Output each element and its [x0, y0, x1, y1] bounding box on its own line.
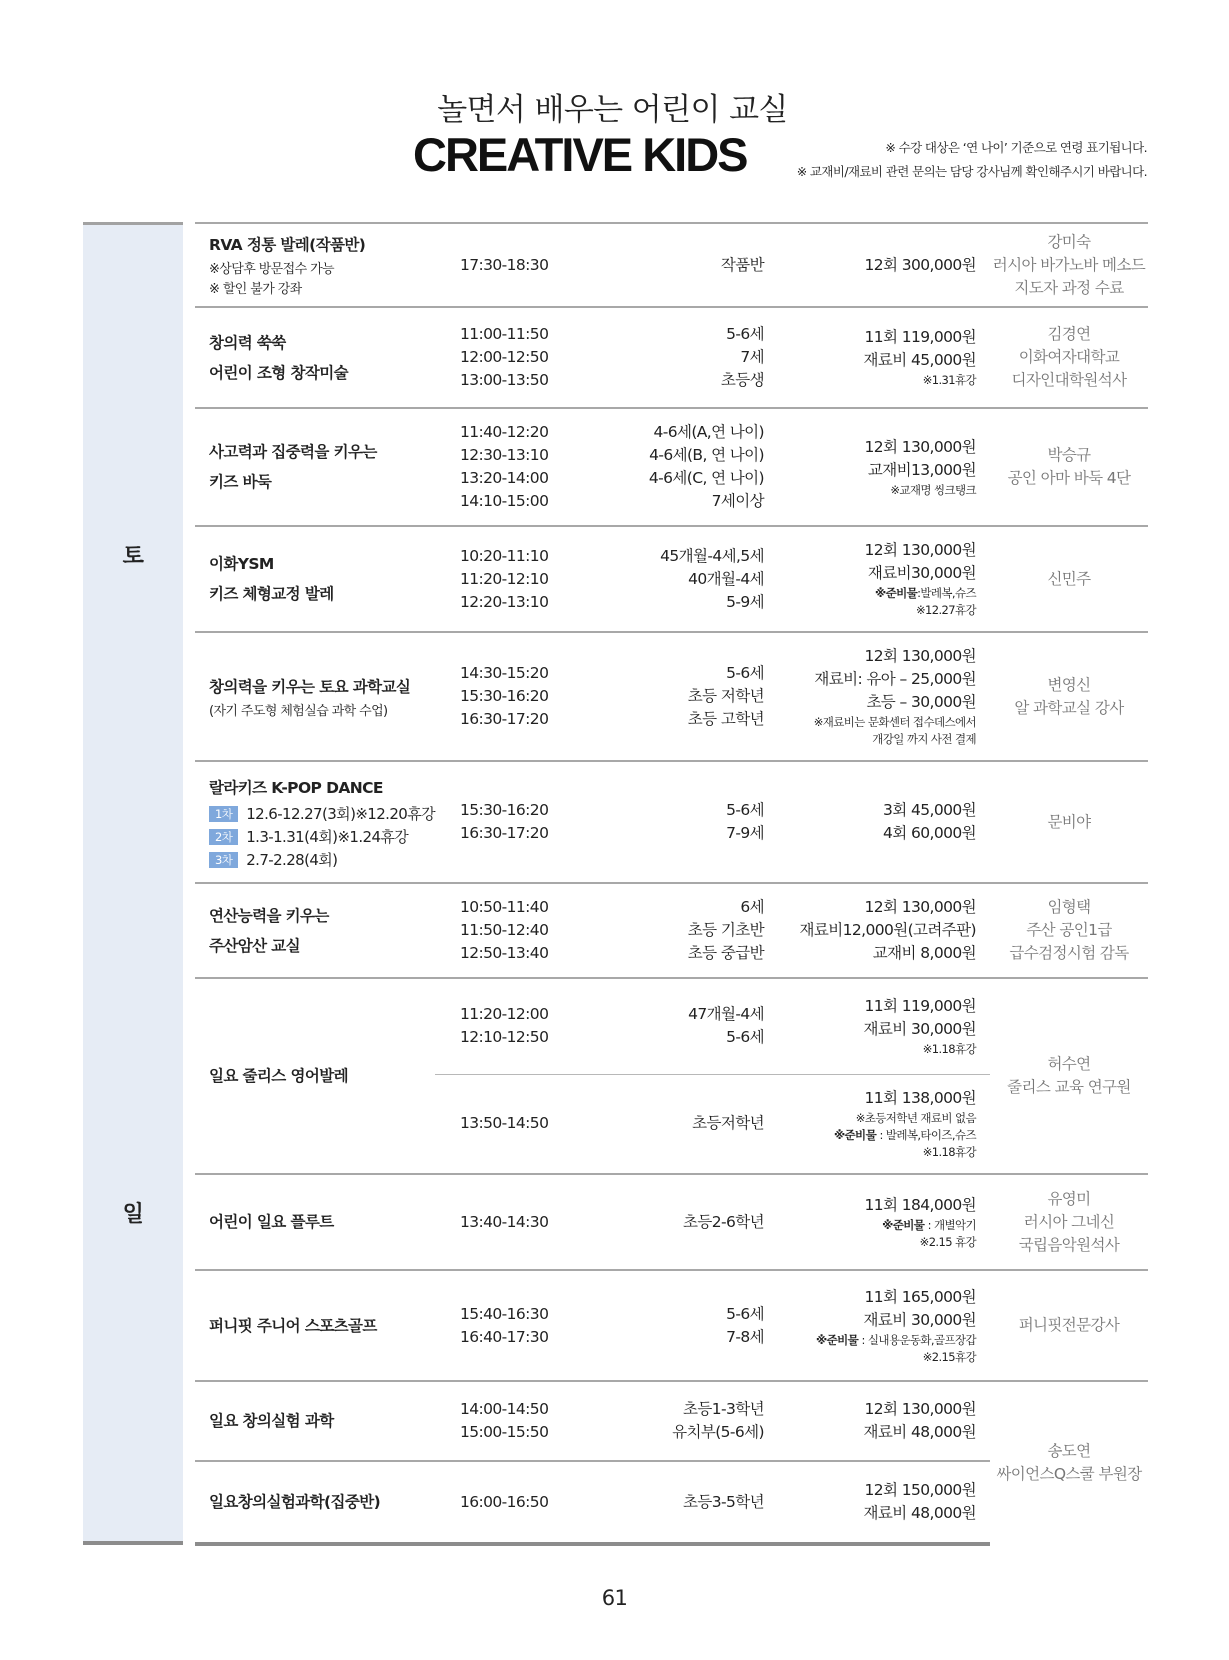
- instructor: [990, 1174, 1148, 1270]
- age-group: 4-6세(C, 연 나이): [648, 469, 764, 487]
- class-ages: [600, 1270, 770, 1381]
- class-times: [435, 978, 600, 1074]
- course-row: [195, 1381, 1148, 1461]
- age-group: 5-6세: [726, 1028, 764, 1047]
- time-slot: 11:40-12:20: [460, 423, 549, 441]
- course-row: [195, 978, 1148, 1074]
- course-name: [195, 883, 435, 978]
- price-note: ※1.18휴강: [922, 1041, 976, 1056]
- price-line: 12회 130,000원: [864, 898, 976, 916]
- instructor: [990, 883, 1148, 978]
- price-line: 교재비13,000원: [867, 460, 976, 479]
- instructor-name: 변영신: [1047, 675, 1091, 694]
- instructor: [990, 1381, 1148, 1544]
- price-note: ※1.31휴강: [922, 373, 976, 387]
- time-slot: 14:30-15:20: [460, 664, 549, 682]
- time-slot: 15:30-16:20: [460, 801, 549, 819]
- class-ages: [600, 307, 770, 408]
- time-slot: 13:40-14:30: [460, 1212, 549, 1231]
- age-group: 5-6세: [726, 664, 764, 682]
- schedule-table: [195, 222, 1148, 1546]
- price-line: 4회 60,000원: [883, 824, 976, 842]
- page-number: 61: [601, 1586, 628, 1610]
- instructor-bio: 디자인대학원석사: [1011, 371, 1127, 389]
- session-badge: 3차: [209, 852, 238, 868]
- age-group: 7-8세: [726, 1327, 764, 1346]
- course-title: RVA 정통 발레(작품반): [209, 236, 366, 254]
- session-badge: 2차: [209, 829, 238, 845]
- price-line: 12회 300,000원: [864, 255, 976, 274]
- age-group: 유치부(5-6세): [672, 1423, 764, 1441]
- price-line: 12회 130,000원: [864, 541, 976, 559]
- class-ages: [600, 223, 770, 307]
- class-times: [435, 1074, 600, 1174]
- session-period: [209, 849, 435, 872]
- time-slot: 12:10-12:50: [460, 1028, 549, 1047]
- age-group: 47개월-4세: [688, 1005, 764, 1024]
- time-slot: 12:20-13:10: [460, 592, 549, 611]
- instructor: [990, 408, 1148, 526]
- class-price: [770, 1270, 990, 1381]
- time-slot: 16:30-17:20: [460, 710, 549, 728]
- instructor-name: 문비야: [1047, 812, 1091, 831]
- course-row: [195, 632, 1148, 761]
- course-note: (자기 주도형 체험실습 과학 수업): [209, 703, 388, 719]
- course-title: 퍼니핏 주니어 스포츠골프: [209, 1316, 377, 1335]
- instructor-bio: 공인 아마 바둑 4단: [1007, 469, 1131, 487]
- course-name: [195, 761, 435, 883]
- class-price: [770, 1381, 990, 1461]
- class-ages: [600, 1461, 770, 1544]
- price-line: 재료비 30,000원: [863, 1019, 976, 1038]
- price-line: 재료비: 유아 – 25,000원: [814, 670, 976, 688]
- instructor-name: 유영미: [1047, 1189, 1091, 1208]
- age-group: 5-6세: [726, 325, 764, 343]
- time-slot: 13:20-14:00: [460, 469, 549, 487]
- class-ages: [600, 1174, 770, 1270]
- course-title: 일요창의실험과학(집중반): [209, 1493, 381, 1511]
- course-title: 랄라키즈 K-POP DANCE: [209, 778, 383, 797]
- session-dates: 12.6-12.27(3회)※12.20휴강: [246, 804, 436, 823]
- age-group: 초등 중급반: [687, 944, 764, 962]
- price-note: ※2.15휴강: [922, 1349, 976, 1364]
- course-title: 어린이 일요 플루트: [209, 1213, 334, 1231]
- instructor: [990, 632, 1148, 761]
- price-line: 재료비 48,000원: [863, 1504, 976, 1522]
- price-line: 12회 130,000원: [864, 647, 976, 665]
- instructor-bio: 러시아 바가노바 메소드: [992, 255, 1146, 274]
- class-price: [770, 1074, 990, 1174]
- class-times: [435, 408, 600, 526]
- course-name: [195, 526, 435, 632]
- time-slot: 15:00-15:50: [460, 1423, 549, 1441]
- age-group: 4-6세(B, 연 나이): [649, 446, 764, 464]
- time-slot: 11:20-12:00: [460, 1005, 549, 1024]
- price-line: 재료비30,000원: [867, 564, 976, 582]
- age-group: 초등 기초반: [687, 921, 764, 939]
- course-title: 일요 줄리스 영어발레: [209, 1067, 348, 1085]
- time-slot: 16:30-17:20: [460, 824, 549, 842]
- class-ages: [600, 761, 770, 883]
- time-slot: 11:00-11:50: [460, 325, 549, 343]
- course-row: [195, 408, 1148, 526]
- course-name: [195, 1270, 435, 1381]
- price-line: 교재비 8,000원: [872, 944, 976, 962]
- class-price: [770, 1174, 990, 1270]
- time-slot: 11:20-12:10: [460, 569, 549, 588]
- price-line: 재료비 48,000원: [863, 1423, 976, 1441]
- course-title: 창의력을 키우는 토요 과학교실: [209, 677, 411, 696]
- course-name: [195, 1381, 435, 1461]
- instructor-name: 강미숙: [1047, 232, 1091, 251]
- course-row: [195, 883, 1148, 978]
- price-note: 개강일 까지 사전 결제: [872, 732, 976, 746]
- course-row: [195, 1270, 1148, 1381]
- age-group: 초등1-3학년: [682, 1400, 764, 1418]
- instructor-name: 퍼니핏전문강사: [1018, 1316, 1120, 1334]
- class-times: [435, 526, 600, 632]
- time-slot: 16:00-16:50: [460, 1492, 549, 1511]
- time-slot: 12:30-13:10: [460, 446, 549, 464]
- course-title: 창의력 쑥쑥: [209, 333, 286, 352]
- class-price: [770, 526, 990, 632]
- class-ages: [600, 1074, 770, 1174]
- age-group: 4-6세(A,연 나이): [653, 423, 764, 441]
- class-times: [435, 632, 600, 761]
- class-price: [770, 223, 990, 307]
- price-note: ※1.18휴강: [922, 1144, 976, 1159]
- class-times: [435, 1461, 600, 1544]
- price-line: 재료비12,000원(고려주판): [799, 921, 976, 939]
- instructor-name: 허수연: [1047, 1055, 1091, 1073]
- time-slot: 12:50-13:40: [460, 944, 549, 962]
- day-label-saturday: 토: [83, 222, 183, 883]
- price-note: ※초등저학년 재료비 없음: [855, 1110, 976, 1125]
- price-note: ※준비물 : 발레복,타이즈,슈즈: [833, 1127, 976, 1142]
- age-group: 40개월-4세: [688, 569, 764, 588]
- course-title: 어린이 조형 창작미술: [209, 363, 348, 382]
- course-note: ※ 할인 불가 강좌: [209, 282, 302, 297]
- instructor-bio: 러시아 그네신: [1023, 1212, 1115, 1231]
- course-title: 이화YSM: [209, 555, 274, 573]
- time-slot: 15:30-16:20: [460, 687, 549, 705]
- class-ages: [600, 408, 770, 526]
- course-title: 키즈 바둑: [209, 473, 272, 491]
- course-note: ※상담후 방문접수 가능: [209, 262, 334, 277]
- price-note: ※준비물 : 개별악기: [882, 1217, 976, 1232]
- class-price: [770, 883, 990, 978]
- course-name: [195, 1461, 435, 1544]
- instructor-bio: 줄리스 교육 연구원: [1007, 1078, 1131, 1096]
- price-line: 12회 150,000원: [864, 1481, 976, 1499]
- session-period: [209, 803, 435, 826]
- course-title: 일요 창의실험 과학: [209, 1412, 334, 1430]
- page-title-english: CREATIVE KIDS: [413, 128, 747, 181]
- time-slot: 13:50-14:50: [460, 1114, 549, 1133]
- price-line: 3회 45,000원: [883, 801, 976, 819]
- age-group: 45개월-4세,5세: [660, 546, 764, 565]
- instructor-name: 송도연: [1047, 1442, 1091, 1460]
- age-group: 초등3-5학년: [682, 1492, 764, 1511]
- time-slot: 16:40-17:30: [460, 1327, 549, 1346]
- session-period: [209, 826, 435, 849]
- instructor: [990, 223, 1148, 307]
- time-slot: 14:00-14:50: [460, 1400, 549, 1418]
- course-row: [195, 307, 1148, 408]
- course-row: [195, 223, 1148, 307]
- price-note: ※준비물 : 실내용운동화,골프장갑: [816, 1332, 976, 1347]
- age-group: 초등생: [720, 371, 764, 389]
- day-label-sunday: 일: [83, 883, 183, 1545]
- time-slot: 14:10-15:00: [460, 492, 549, 510]
- class-times: [435, 883, 600, 978]
- price-line: 11회 119,000원: [864, 328, 976, 346]
- session-dates: 1.3-1.31(4회)※1.24휴강: [246, 827, 409, 846]
- age-group: 7세이상: [711, 492, 764, 510]
- header-note: ※ 교재비/재료비 관련 문의는 담당 강사님께 확인해주시기 바랍니다.: [796, 164, 1147, 179]
- instructor: [990, 1270, 1148, 1381]
- price-line: 12회 130,000원: [864, 1400, 976, 1418]
- instructor: [990, 978, 1148, 1174]
- price-line: 11회 165,000원: [864, 1287, 976, 1306]
- course-name: [195, 632, 435, 761]
- instructor-bio: 주산 공인1급: [1026, 921, 1112, 939]
- age-group: 5-6세: [726, 801, 764, 819]
- class-times: [435, 223, 600, 307]
- course-row: [195, 526, 1148, 632]
- course-name: [195, 1174, 435, 1270]
- instructor-name: 신민주: [1047, 569, 1091, 588]
- instructor-bio: 알 과학교실 강사: [1014, 698, 1124, 717]
- age-group: 7세: [740, 348, 764, 366]
- session-dates: 2.7-2.28(4회): [246, 850, 338, 869]
- page-title-korean: [0, 84, 1229, 129]
- instructor-name: 박승규: [1047, 446, 1091, 464]
- class-price: [770, 307, 990, 408]
- header-notes: [797, 136, 1147, 184]
- price-note: ※12.27휴강: [916, 603, 976, 617]
- course-name: [195, 223, 435, 307]
- age-group: 초등 고학년: [687, 710, 764, 728]
- age-group: 5-9세: [726, 592, 764, 611]
- price-line: 12회 130,000원: [864, 437, 976, 456]
- instructor: [990, 526, 1148, 632]
- age-group: 초등2-6학년: [682, 1212, 764, 1231]
- class-ages: [600, 526, 770, 632]
- age-group: 6세: [740, 898, 764, 916]
- price-note: ※교재명 씽크탱크: [890, 482, 976, 497]
- price-line: 재료비 45,000원: [863, 351, 976, 369]
- age-group: 초등 저학년: [687, 687, 764, 705]
- course-title: 사고력과 집중력을 키우는: [209, 443, 377, 461]
- price-note: ※준비물:발레복,슈즈: [875, 586, 976, 600]
- price-line: 11회 184,000원: [864, 1195, 976, 1214]
- class-ages: [600, 632, 770, 761]
- instructor-bio: 급수검정시험 감독: [1009, 944, 1129, 962]
- course-name: [195, 307, 435, 408]
- class-price: [770, 408, 990, 526]
- age-group: 5-6세: [726, 1304, 764, 1323]
- time-slot: 13:00-13:50: [460, 371, 549, 389]
- instructor-bio: 국립음악원석사: [1018, 1235, 1120, 1254]
- price-line: 11회 138,000원: [864, 1088, 976, 1107]
- header-note: ※ 수강 대상은 ‘연 나이’ 기준으로 연령 표기됩니다.: [885, 140, 1147, 155]
- instructor-bio: 지도자 과정 수료: [1014, 278, 1124, 297]
- class-price: [770, 761, 990, 883]
- price-line: 초등 – 30,000원: [866, 693, 976, 711]
- class-times: [435, 1270, 600, 1381]
- price-line: 11회 119,000원: [864, 996, 976, 1015]
- course-name: [195, 978, 435, 1174]
- class-times: [435, 1381, 600, 1461]
- time-slot: 15:40-16:30: [460, 1304, 549, 1323]
- course-row: [195, 761, 1148, 883]
- age-group: 작품반: [720, 255, 764, 274]
- price-line: 재료비 30,000원: [863, 1310, 976, 1329]
- instructor-bio: 이화여자대학교: [1018, 348, 1120, 366]
- class-times: [435, 761, 600, 883]
- time-slot: 17:30-18:30: [460, 255, 549, 274]
- class-times: [435, 1174, 600, 1270]
- age-group: 초등저학년: [692, 1114, 764, 1133]
- course-title: 주산암산 교실: [209, 936, 301, 955]
- time-slot: 11:50-12:40: [460, 921, 549, 939]
- time-slot: 10:50-11:40: [460, 898, 549, 916]
- instructor: [990, 761, 1148, 883]
- course-name: [195, 408, 435, 526]
- class-ages: [600, 1381, 770, 1461]
- course-title: 연산능력을 키우는: [209, 906, 329, 925]
- price-note: ※재료비는 문화센터 접수데스에서: [813, 715, 976, 729]
- class-price: [770, 978, 990, 1074]
- class-ages: [600, 978, 770, 1074]
- class-price: [770, 1461, 990, 1544]
- price-note: ※2.15 휴강: [919, 1234, 976, 1249]
- instructor-bio: 싸이언스Q스쿨 부원장: [996, 1465, 1142, 1483]
- session-badge: 1차: [209, 806, 238, 822]
- instructor: [990, 307, 1148, 408]
- time-slot: 10:20-11:10: [460, 546, 549, 565]
- class-times: [435, 307, 600, 408]
- class-price: [770, 632, 990, 761]
- instructor-name: 임형택: [1047, 898, 1091, 916]
- age-group: 7-9세: [726, 824, 764, 842]
- course-title: 키즈 체형교정 발레: [209, 585, 334, 603]
- time-slot: 12:00-12:50: [460, 348, 549, 366]
- title-kr-text: 놀면서 배우는 어린이 교실: [437, 92, 788, 128]
- instructor-name: 김경연: [1047, 325, 1091, 343]
- course-row: [195, 1174, 1148, 1270]
- class-ages: [600, 883, 770, 978]
